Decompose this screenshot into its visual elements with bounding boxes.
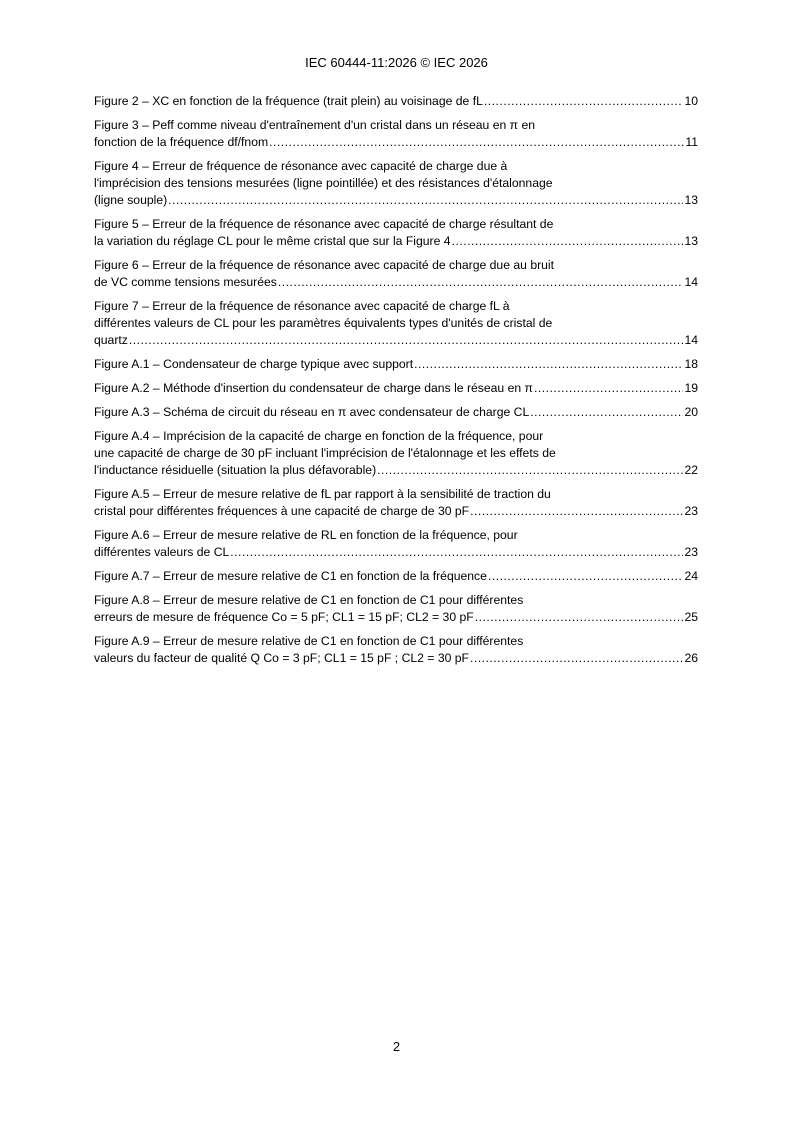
toc-entry-line xyxy=(94,134,698,151)
dot-leader xyxy=(377,462,683,479)
dot-leader xyxy=(269,134,684,151)
toc-entry-text: erreurs de mesure de fréquence Co = 5 pF; CL1 = 15 pF; CL2 = 30 pF xyxy=(94,610,474,624)
toc-entry[interactable] xyxy=(94,93,698,110)
toc-page-number: 22 xyxy=(684,463,698,477)
toc-entry-line xyxy=(94,158,698,175)
toc-entry-text: Figure 7 – Erreur de la fréquence de résonance avec capacité de charge fL à xyxy=(94,299,510,313)
toc-entry-line xyxy=(94,592,698,609)
toc-entry-text: Figure A.7 – Erreur de mesure relative de C1 en fonction de la fréquence xyxy=(94,569,487,583)
dot-leader xyxy=(129,332,684,349)
toc-entry-text: de VC comme tensions mesurées xyxy=(94,275,277,289)
toc-entry-line xyxy=(94,332,698,349)
toc-entry-text: fonction de la fréquence df/fnom xyxy=(94,135,269,149)
toc-entry[interactable] xyxy=(94,257,698,291)
toc-entry[interactable] xyxy=(94,527,698,561)
toc-entry[interactable] xyxy=(94,117,698,151)
toc-page-number: 26 xyxy=(684,651,698,665)
toc-entry-line xyxy=(94,175,698,192)
running-header: IEC 60444-11:2026 © IEC 2026 xyxy=(305,55,488,70)
toc-entry-line xyxy=(94,568,698,585)
toc-entry-text: différentes valeurs de CL pour les paramètres équivalents types d'unités de cristal de xyxy=(94,316,553,330)
toc-entry-line xyxy=(94,527,698,544)
toc-entry-text: Figure 4 – Erreur de fréquence de résonance avec capacité de charge due à xyxy=(94,159,508,173)
toc-entry-line xyxy=(94,315,698,332)
toc-entry-text: Figure A.5 – Erreur de mesure relative de fL par rapport à la sensibilité de traction du xyxy=(94,487,551,501)
toc-entry[interactable] xyxy=(94,486,698,520)
toc-entry-text: Figure 5 – Erreur de la fréquence de résonance avec capacité de charge résultant de xyxy=(94,217,554,231)
dot-leader xyxy=(470,650,683,667)
toc-entry-text: l'imprécision des tensions mesurées (ligne pointillée) et des résistances d'étalonnage xyxy=(94,176,553,190)
toc-entry-text: Figure 2 – XC en fonction de la fréquence (trait plein) au voisinage de fL xyxy=(94,94,483,108)
toc-page-number: 14 xyxy=(684,333,698,347)
toc-entry[interactable] xyxy=(94,633,698,667)
dot-leader xyxy=(530,404,683,421)
toc-entry[interactable] xyxy=(94,356,698,373)
toc-entry-text: une capacité de charge de 30 pF incluant l'imprécision de l'étalonnage et les effets de xyxy=(94,446,556,460)
toc-entry-line xyxy=(94,544,698,561)
toc-entry-text: Figure 6 – Erreur de la fréquence de résonance avec capacité de charge due au bruit xyxy=(94,258,555,272)
toc-entry[interactable] xyxy=(94,568,698,585)
toc-entry[interactable] xyxy=(94,158,698,209)
list-of-figures xyxy=(94,93,698,674)
toc-entry-line xyxy=(94,404,698,421)
toc-page-number: 10 xyxy=(684,94,698,108)
toc-entry-text: Figure A.9 – Erreur de mesure relative de C1 en fonction de C1 pour différentes xyxy=(94,634,524,648)
toc-page-number: 13 xyxy=(684,193,698,207)
toc-entry-line xyxy=(94,298,698,315)
toc-entry-text: différentes valeurs de CL xyxy=(94,545,230,559)
toc-entry-line xyxy=(94,609,698,626)
toc-page-number: 18 xyxy=(684,357,698,371)
toc-entry[interactable] xyxy=(94,216,698,250)
toc-entry[interactable] xyxy=(94,592,698,626)
toc-entry-line xyxy=(94,233,698,250)
dot-leader xyxy=(475,609,684,626)
toc-page-number: 23 xyxy=(684,504,698,518)
toc-entry[interactable] xyxy=(94,404,698,421)
dot-leader xyxy=(230,544,683,561)
toc-entry-line xyxy=(94,192,698,209)
toc-page-number: 24 xyxy=(684,569,698,583)
toc-entry-line xyxy=(94,503,698,520)
toc-entry-line xyxy=(94,274,698,291)
toc-entry-text: valeurs du facteur de qualité Q Co = 3 pF; CL1 = 15 pF ; CL2 = 30 pF xyxy=(94,651,469,665)
toc-entry-text: Figure A.3 – Schéma de circuit du réseau en π avec condensateur de charge CL xyxy=(94,405,530,419)
dot-leader xyxy=(470,503,683,520)
toc-page-number: 14 xyxy=(684,275,698,289)
dot-leader xyxy=(414,356,683,373)
toc-entry-text: cristal pour différentes fréquences à une capacité de charge de 30 pF xyxy=(94,504,470,518)
toc-page-number: 11 xyxy=(685,135,698,149)
toc-entry-text: quartz xyxy=(94,333,128,347)
toc-entry-line xyxy=(94,380,698,397)
dot-leader xyxy=(168,192,683,209)
toc-entry-line xyxy=(94,486,698,503)
toc-entry-line xyxy=(94,633,698,650)
toc-page-number: 25 xyxy=(684,610,698,624)
toc-entry-line xyxy=(94,650,698,667)
dot-leader xyxy=(452,233,684,250)
dot-leader xyxy=(278,274,684,291)
toc-entry[interactable] xyxy=(94,428,698,479)
toc-page-number: 23 xyxy=(684,545,698,559)
toc-entry-text: Figure A.8 – Erreur de mesure relative de C1 en fonction de C1 pour différentes xyxy=(94,593,524,607)
toc-page-number: 13 xyxy=(684,234,698,248)
dot-leader xyxy=(484,93,684,110)
toc-entry-text: Figure A.4 – Imprécision de la capacité de charge en fonction de la fréquence, pour xyxy=(94,429,544,443)
toc-entry-text: (ligne souple) xyxy=(94,193,168,207)
toc-entry-text: l'inductance résiduelle (situation la plus défavorable) xyxy=(94,463,377,477)
toc-entry-text: la variation du réglage CL pour le même cristal que sur la Figure 4 xyxy=(94,234,451,248)
dot-leader xyxy=(488,568,684,585)
toc-entry-line xyxy=(94,445,698,462)
toc-page-number: 19 xyxy=(684,381,698,395)
toc-entry-line xyxy=(94,356,698,373)
toc-entry-text: Figure 3 – Peff comme niveau d'entraînement d'un cristal dans un réseau en π en xyxy=(94,118,536,132)
toc-entry-line xyxy=(94,462,698,479)
toc-entry-line xyxy=(94,216,698,233)
toc-entry-text: Figure A.1 – Condensateur de charge typique avec support xyxy=(94,357,414,371)
page-number: 2 xyxy=(392,1039,401,1054)
toc-entry-text: Figure A.6 – Erreur de mesure relative de RL en fonction de la fréquence, pour xyxy=(94,528,518,542)
toc-entry-text: Figure A.2 – Méthode d'insertion du condensateur de charge dans le réseau en π xyxy=(94,381,533,395)
toc-page-number: 20 xyxy=(684,405,698,419)
toc-entry-line xyxy=(94,93,698,110)
toc-entry-line xyxy=(94,257,698,274)
toc-entry[interactable] xyxy=(94,380,698,397)
dot-leader xyxy=(534,380,683,397)
toc-entry[interactable] xyxy=(94,298,698,349)
toc-entry-line xyxy=(94,428,698,445)
toc-entry-line xyxy=(94,117,698,134)
